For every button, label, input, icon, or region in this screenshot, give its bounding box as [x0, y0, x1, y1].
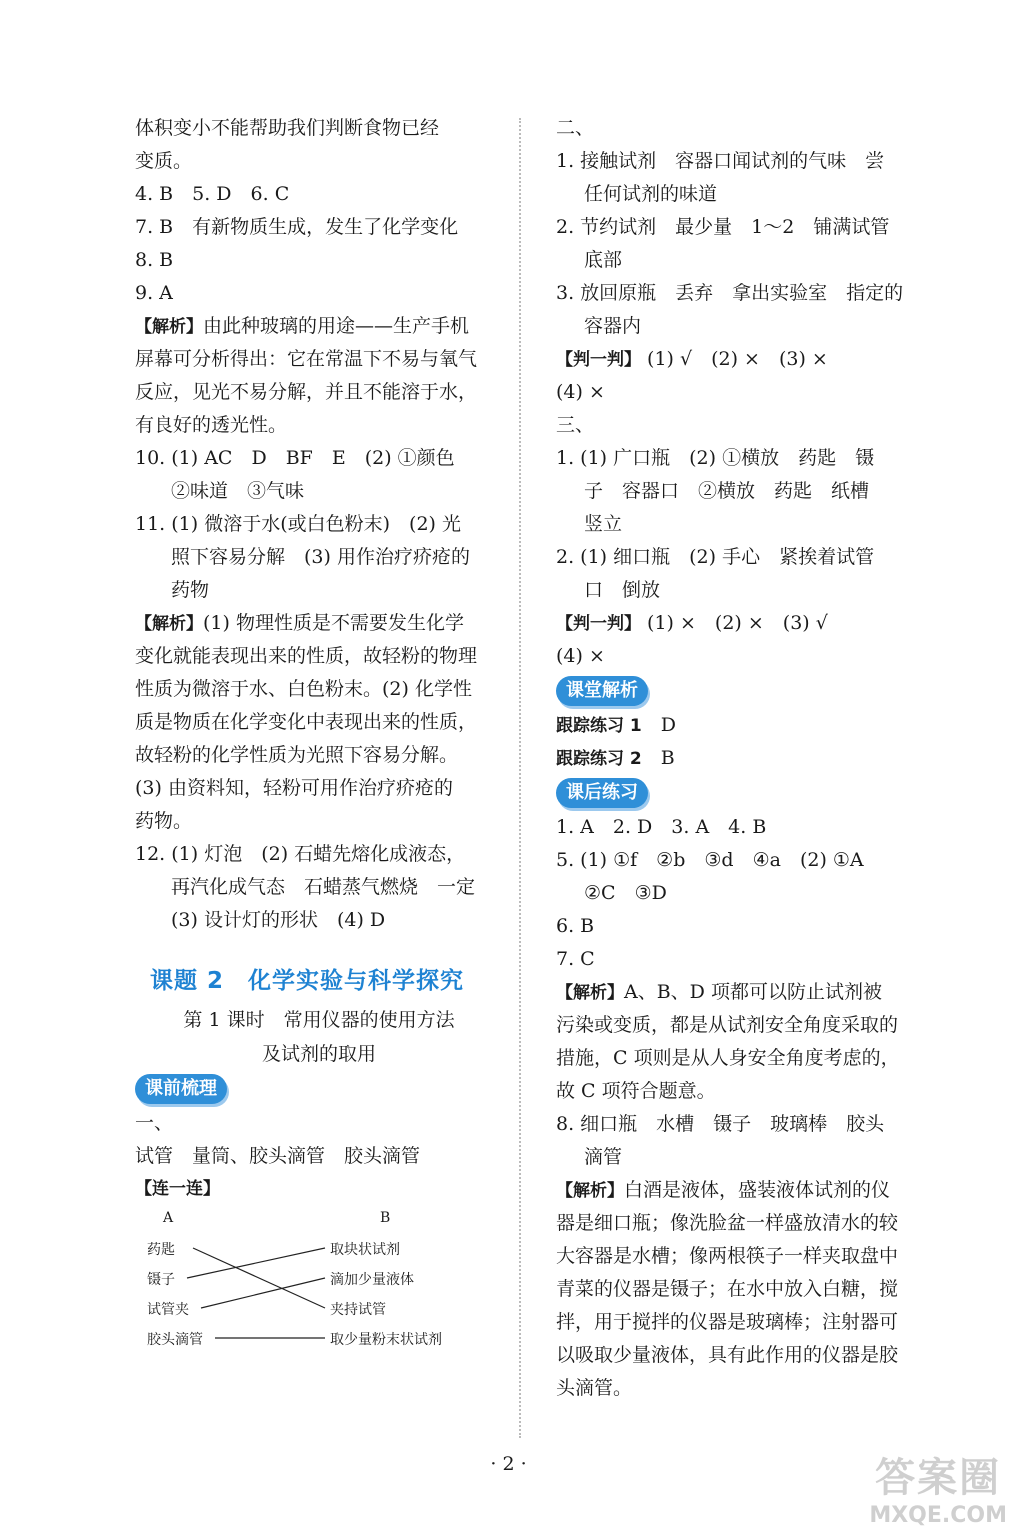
- judge-answers: (1) √ (2) × (3) ×: [647, 348, 828, 370]
- answer-line: ②C ③D: [584, 882, 667, 904]
- tracking-label: 跟踪练习 2: [556, 749, 642, 769]
- answer-line: (3) 设计灯的形状 (4) D: [171, 909, 386, 931]
- tracking-answer: D: [660, 714, 676, 736]
- match-b-item: 滴加少量液体: [330, 1272, 414, 1288]
- right-column: [556, 112, 916, 1405]
- answer-line: 竖立: [584, 513, 623, 535]
- analysis-text: (1) 物理性质是不需要发生化学: [203, 612, 464, 634]
- answer-line: 11. (1) 微溶于水(或白色粉末) (2) 光: [135, 513, 461, 535]
- answer-line: 1. A 2. D 3. A 4. B: [556, 816, 767, 838]
- analysis-line: 有良好的透光性。: [135, 414, 288, 436]
- answer-line: 照下容易分解 (3) 用作治疗疥疮的: [171, 546, 470, 568]
- match-line: [187, 1248, 325, 1278]
- tracking-label: 跟踪练习 1: [556, 716, 642, 736]
- analysis-line: 变化就能表现出来的性质，故轻粉的物理: [135, 645, 478, 667]
- match-line: [201, 1278, 325, 1308]
- matching-label: 【连一连】: [135, 1179, 220, 1199]
- answer-line: 1. 接触试剂 容器口闻试剂的气味 尝: [556, 150, 885, 172]
- match-a-item: 药匙: [147, 1242, 175, 1258]
- section-heading: 三、: [556, 414, 595, 436]
- judge-line: [556, 607, 916, 640]
- analysis-line: 屏幕可分析得出：它在常温下不易与氧气: [135, 348, 478, 370]
- answer-line: 药物: [171, 579, 210, 601]
- tracking-line: [556, 742, 916, 775]
- matching-diagram: [135, 1206, 495, 1356]
- analysis-line: 以吸取少量液体，具有此作用的仪器是胶: [556, 1344, 899, 1366]
- section-heading: 二、: [556, 117, 595, 139]
- page-number: · 2 ·: [490, 1453, 527, 1475]
- watermark-url: MXQE.COM: [869, 1503, 1007, 1528]
- section-badge-ketang: 课堂解析: [556, 676, 648, 706]
- tracking-answer: B: [660, 747, 675, 769]
- match-col-b: B: [380, 1210, 391, 1226]
- answer-line: 12. (1) 灯泡 (2) 石蜡先熔化成液态，: [135, 843, 466, 865]
- analysis-line: 药物。: [135, 810, 193, 832]
- analysis-label: 【解析】: [135, 317, 203, 337]
- analysis-line: 青菜的仪器是镊子；在水中放入白糖，搅: [556, 1278, 899, 1300]
- answer-line: 底部: [584, 249, 623, 271]
- match-col-a: A: [163, 1210, 174, 1226]
- answer-line: 试管 量筒、胶头滴管 胶头滴管: [135, 1145, 421, 1167]
- tracking-line: [556, 709, 916, 742]
- analysis-line: 故轻粉的化学性质为光照下容易分解。: [135, 744, 459, 766]
- analysis-text: A、B、D 项都可以防止试剂被: [624, 981, 882, 1003]
- text-line: 体积变小不能帮助我们判断食物已经: [135, 117, 440, 139]
- analysis-line: 质是物质在化学变化中表现出来的性质，: [135, 711, 478, 733]
- analysis-line: [556, 976, 916, 1009]
- section-badge-kehou: 课后练习: [556, 778, 648, 808]
- watermark-text: 答案圈: [875, 1455, 1002, 1501]
- analysis-line: 头滴管。: [556, 1377, 633, 1399]
- analysis-line: 拌，用于搅拌的仪器是玻璃棒；注射器可: [556, 1311, 899, 1333]
- judge-line: (4) ×: [556, 381, 605, 403]
- watermark-logo: [869, 1446, 1007, 1528]
- answer-line: 滴管: [584, 1146, 623, 1168]
- answer-line: 8. B: [135, 249, 174, 271]
- match-line: [193, 1248, 325, 1308]
- match-b-item: 取块状试剂: [330, 1242, 400, 1258]
- analysis-label: 【解析】: [135, 614, 203, 634]
- answer-line: 容器内: [584, 315, 642, 337]
- section-subtitle: 及试剂的取用: [261, 1043, 376, 1065]
- answer-line: 10. (1) AC D BF E (2) ①颜色: [135, 447, 455, 469]
- column-divider: [519, 118, 521, 1438]
- judge-label: 【判一判】: [556, 614, 641, 634]
- answer-line: 3. 放回原瓶 丢弃 拿出实验室 指定的: [556, 282, 904, 304]
- judge-line: (4) ×: [556, 645, 605, 667]
- analysis-line: 措施，C 项则是从人身安全角度考虑的，: [556, 1047, 900, 1069]
- section-heading: 一、: [135, 1112, 174, 1134]
- match-a-item: 试管夹: [147, 1302, 189, 1318]
- answer-line: 4. B 5. D 6. C: [135, 183, 290, 205]
- match-b-item: 取少量粉末状试剂: [330, 1332, 442, 1348]
- analysis-line: 污染或变质，都是从试剂安全角度采取的: [556, 1014, 899, 1036]
- analysis-line: [556, 1174, 916, 1207]
- analysis-line: [135, 310, 503, 343]
- answer-line: 7. C: [556, 948, 595, 970]
- answer-line: 口 倒放: [584, 579, 661, 601]
- analysis-line: 性质为微溶于水、白色粉末。(2) 化学性: [135, 678, 472, 700]
- answer-line: 6. B: [556, 915, 595, 937]
- answer-line: 1. (1) 广口瓶 (2) ①横放 药匙 镊: [556, 447, 875, 469]
- answer-line: 8. 细口瓶 水槽 镊子 玻璃棒 胶头: [556, 1113, 885, 1135]
- match-a-item: 镊子: [147, 1272, 175, 1288]
- answer-line: 9. A: [135, 282, 173, 304]
- lesson-title: 课题 2 化学实验与科学探究: [150, 968, 465, 994]
- match-a-item: 胶头滴管: [147, 1332, 203, 1348]
- answer-line: 任何试剂的味道: [584, 183, 718, 205]
- answer-line: 7. B 有新物质生成，发生了化学变化: [135, 216, 459, 238]
- analysis-text: 白酒是液体，盛装液体试剂的仪: [624, 1179, 891, 1201]
- analysis-line: 故 C 项符合题意。: [556, 1080, 716, 1102]
- analysis-line: 大容器是水槽；像两根筷子一样夹取盘中: [556, 1245, 899, 1267]
- section-badge-keqian: 课前梳理: [135, 1074, 227, 1104]
- analysis-line: (3) 由资料知，轻粉可用作治疗疥疮的: [135, 777, 453, 799]
- left-column: [135, 112, 503, 1356]
- answer-line: 再汽化成气态 石蜡蒸气燃烧 一定: [171, 876, 476, 898]
- analysis-line: 反应，见光不易分解，并且不能溶于水，: [135, 381, 478, 403]
- answer-line: 2. (1) 细口瓶 (2) 手心 紧挨着试管: [556, 546, 875, 568]
- analysis-line: 器是细口瓶；像洗脸盆一样盛放清水的较: [556, 1212, 899, 1234]
- answer-line: 5. (1) ①f ②b ③d ④a (2) ①A: [556, 849, 864, 871]
- analysis-line: [135, 607, 503, 640]
- answer-line: ②味道 ③气味: [171, 480, 305, 502]
- judge-label: 【判一判】: [556, 350, 641, 370]
- text-line: 变质。: [135, 150, 193, 172]
- answer-line: 子 容器口 ②横放 药匙 纸槽: [584, 480, 870, 502]
- judge-line: [556, 343, 916, 376]
- analysis-label: 【解析】: [556, 1181, 624, 1201]
- match-b-item: 夹持试管: [330, 1302, 386, 1318]
- judge-answers: (1) × (2) × (3) √: [647, 612, 828, 634]
- answer-line: 2. 节约试剂 最少量 1～2 铺满试管: [556, 216, 890, 238]
- analysis-label: 【解析】: [556, 983, 624, 1003]
- section-subtitle: 第 1 课时 常用仪器的使用方法: [183, 1009, 455, 1031]
- analysis-text: 由此种玻璃的用途——生产手机: [203, 315, 470, 337]
